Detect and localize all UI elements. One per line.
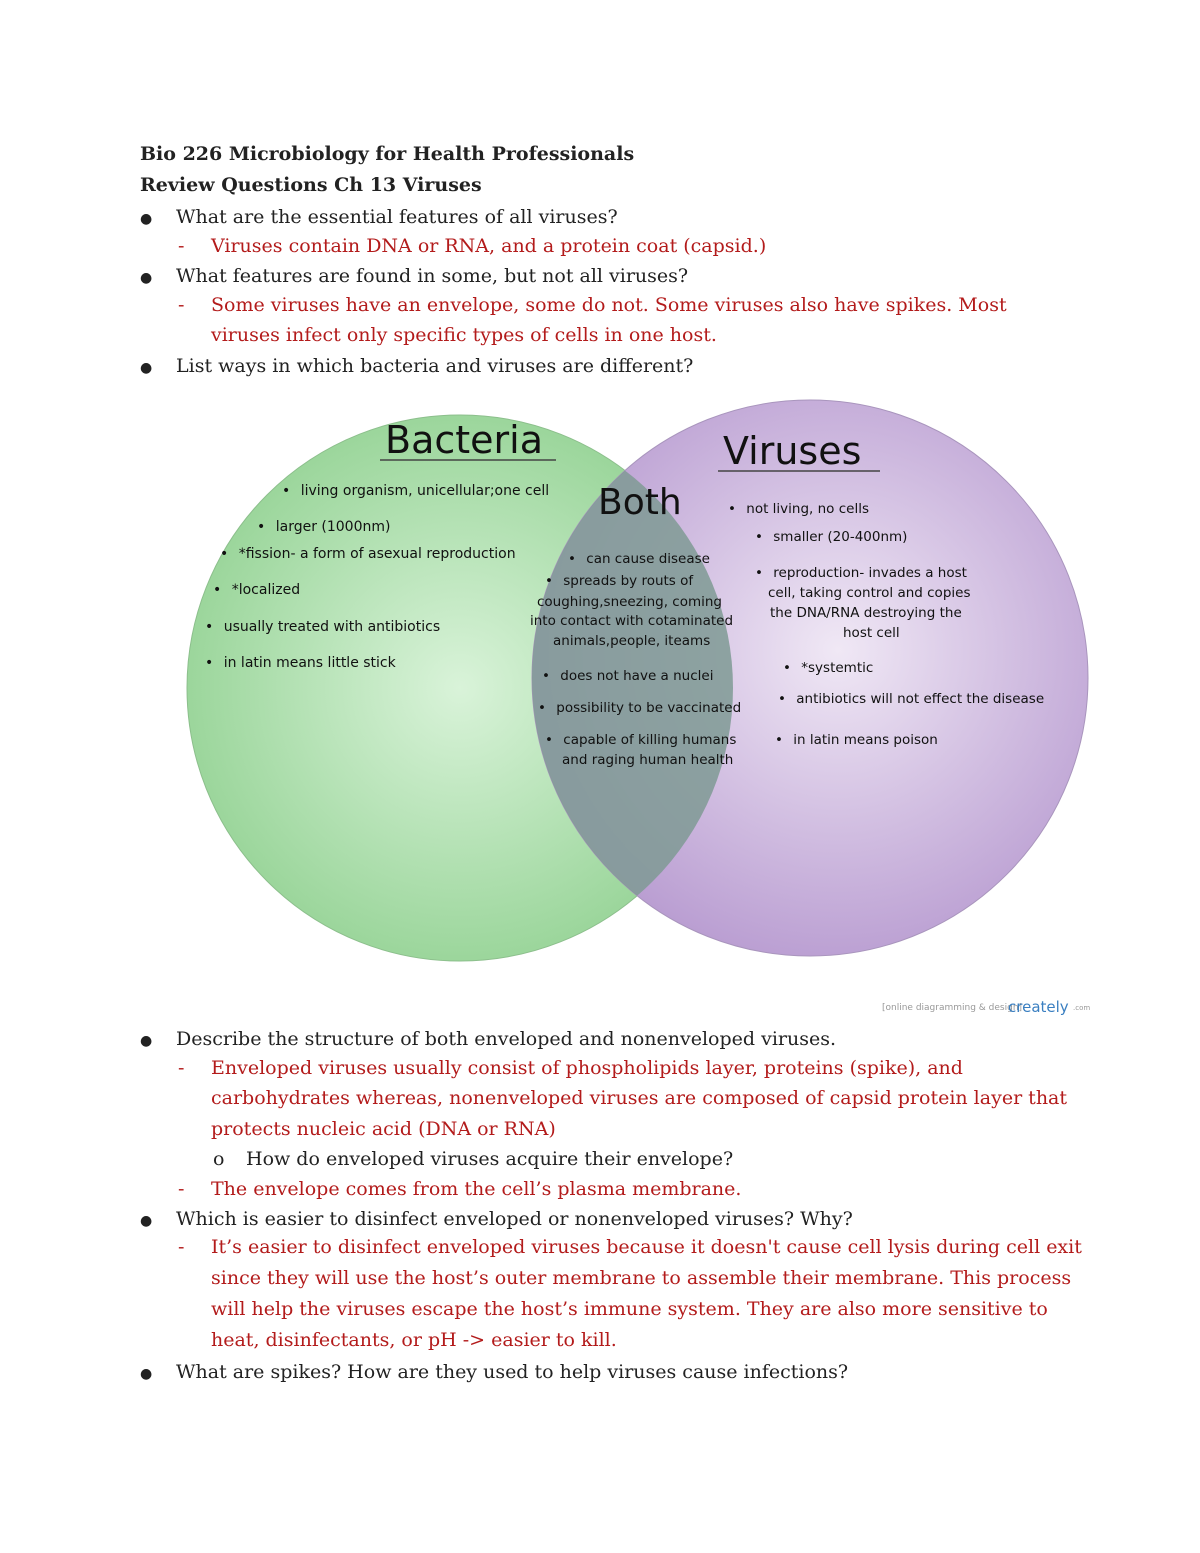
bullet-icon: ● [140,211,153,227]
virus-item: • in latin means poison [775,732,938,748]
course-title: Bio 226 Microbiology for Health Professionals [140,143,635,165]
venn-diagram [180,388,1100,1028]
both-item-continued: and raging human health [562,752,734,768]
bacteria-item: • usually treated with antibiotics [205,619,441,635]
bacteria-item: • living organism, unicellular;one cell [282,483,550,499]
virus-item-continued: cell, taking control and copies [768,585,971,601]
viruses-title: Viruses [723,429,862,473]
answer-essential-features: Viruses contain DNA or RNA, and a protein coat (capsid.) [211,235,767,257]
both-item-continued: animals,people, iteams [553,633,711,649]
dash-icon: - [178,1057,185,1079]
question-spikes: What are spikes? How are they used to help viruses cause infections? [176,1361,849,1383]
answer-structure-line1: Enveloped viruses usually consist of phospholipids layer, proteins (spike), and [211,1057,963,1079]
question-some-features: What features are found in some, but not all viruses? [176,265,689,287]
dash-icon: - [178,1178,185,1200]
creately-logo-suffix: .com [1073,1004,1091,1012]
answer-structure-line3: protects nucleic acid (DNA or RNA) [211,1118,556,1140]
bacteria-item: • larger (1000nm) [257,519,391,535]
virus-item: • *systemtic [783,660,874,676]
answer-some-features-line1: Some viruses have an envelope, some do not. Some viruses also have spikes. Most [211,294,1007,316]
bacteria-title: Bacteria [385,418,543,462]
answer-disinfect-line4: heat, disinfectants, or pH -> easier to kill. [211,1329,617,1351]
watermark-text: [online diagramming & design] [882,1003,1023,1013]
both-title: Both [598,482,682,523]
both-item: • does not have a nuclei [542,668,714,684]
answer-disinfect-line2: since they will use the host’s outer membrane to assemble their membrane. This process [211,1267,1072,1289]
both-item: • can cause disease [568,551,710,567]
sub-bullet-icon: o [213,1148,225,1170]
both-item: • possibility to be vaccinated [538,700,742,716]
virus-item-continued: the DNA/RNA destroying the [770,605,962,621]
question-envelope-acquire: How do enveloped viruses acquire their envelope? [246,1148,734,1170]
virus-item: • antibiotics will not effect the disease [778,691,1045,707]
bacteria-item: • in latin means little stick [205,655,396,671]
bullet-icon: ● [140,1033,153,1049]
question-essential-features: What are the essential features of all viruses? [176,206,618,228]
virus-item: • smaller (20-400nm) [755,529,908,545]
both-item-continued: coughing,sneezing, coming [537,594,722,610]
question-disinfect: Which is easier to disinfect enveloped or nonenveloped viruses? Why? [176,1208,853,1230]
question-structure: Describe the structure of both enveloped and nonenveloped viruses. [176,1028,836,1050]
both-item: • spreads by routs of [545,573,694,589]
bullet-icon: ● [140,1366,153,1382]
answer-envelope-acquire: The envelope comes from the cell’s plasma membrane. [211,1178,742,1200]
virus-item: • reproduction- invades a host [755,565,967,581]
dash-icon: - [178,294,185,316]
bullet-icon: ● [140,270,153,286]
bacteria-item: • *fission- a form of asexual reproduction [220,546,516,562]
bacteria-item: • *localized [213,582,301,598]
both-item: • capable of killing humans [545,732,737,748]
review-subtitle: Review Questions Ch 13 Viruses [140,174,482,196]
answer-disinfect-line1: It’s easier to disinfect enveloped viruses because it doesn't cause cell lysis during cell exit [211,1236,1082,1258]
bullet-icon: ● [140,1213,153,1229]
dash-icon: - [178,1236,185,1258]
bullet-icon: ● [140,360,153,376]
answer-disinfect-line3: will help the viruses escape the host’s immune system. They are also more sensitive to [211,1298,1048,1320]
both-item-continued: into contact with cotaminated [530,613,734,629]
virus-item: • not living, no cells [728,501,869,517]
dash-icon: - [178,235,185,257]
virus-item-continued: host cell [843,625,900,641]
creately-logo: creately [1008,998,1069,1016]
question-differences: List ways in which bacteria and viruses are different? [176,355,694,377]
answer-structure-line2: carbohydrates whereas, nonenveloped viruses are composed of capsid protein layer that [211,1087,1068,1109]
answer-some-features-line2: viruses infect only specific types of cells in one host. [211,324,717,346]
